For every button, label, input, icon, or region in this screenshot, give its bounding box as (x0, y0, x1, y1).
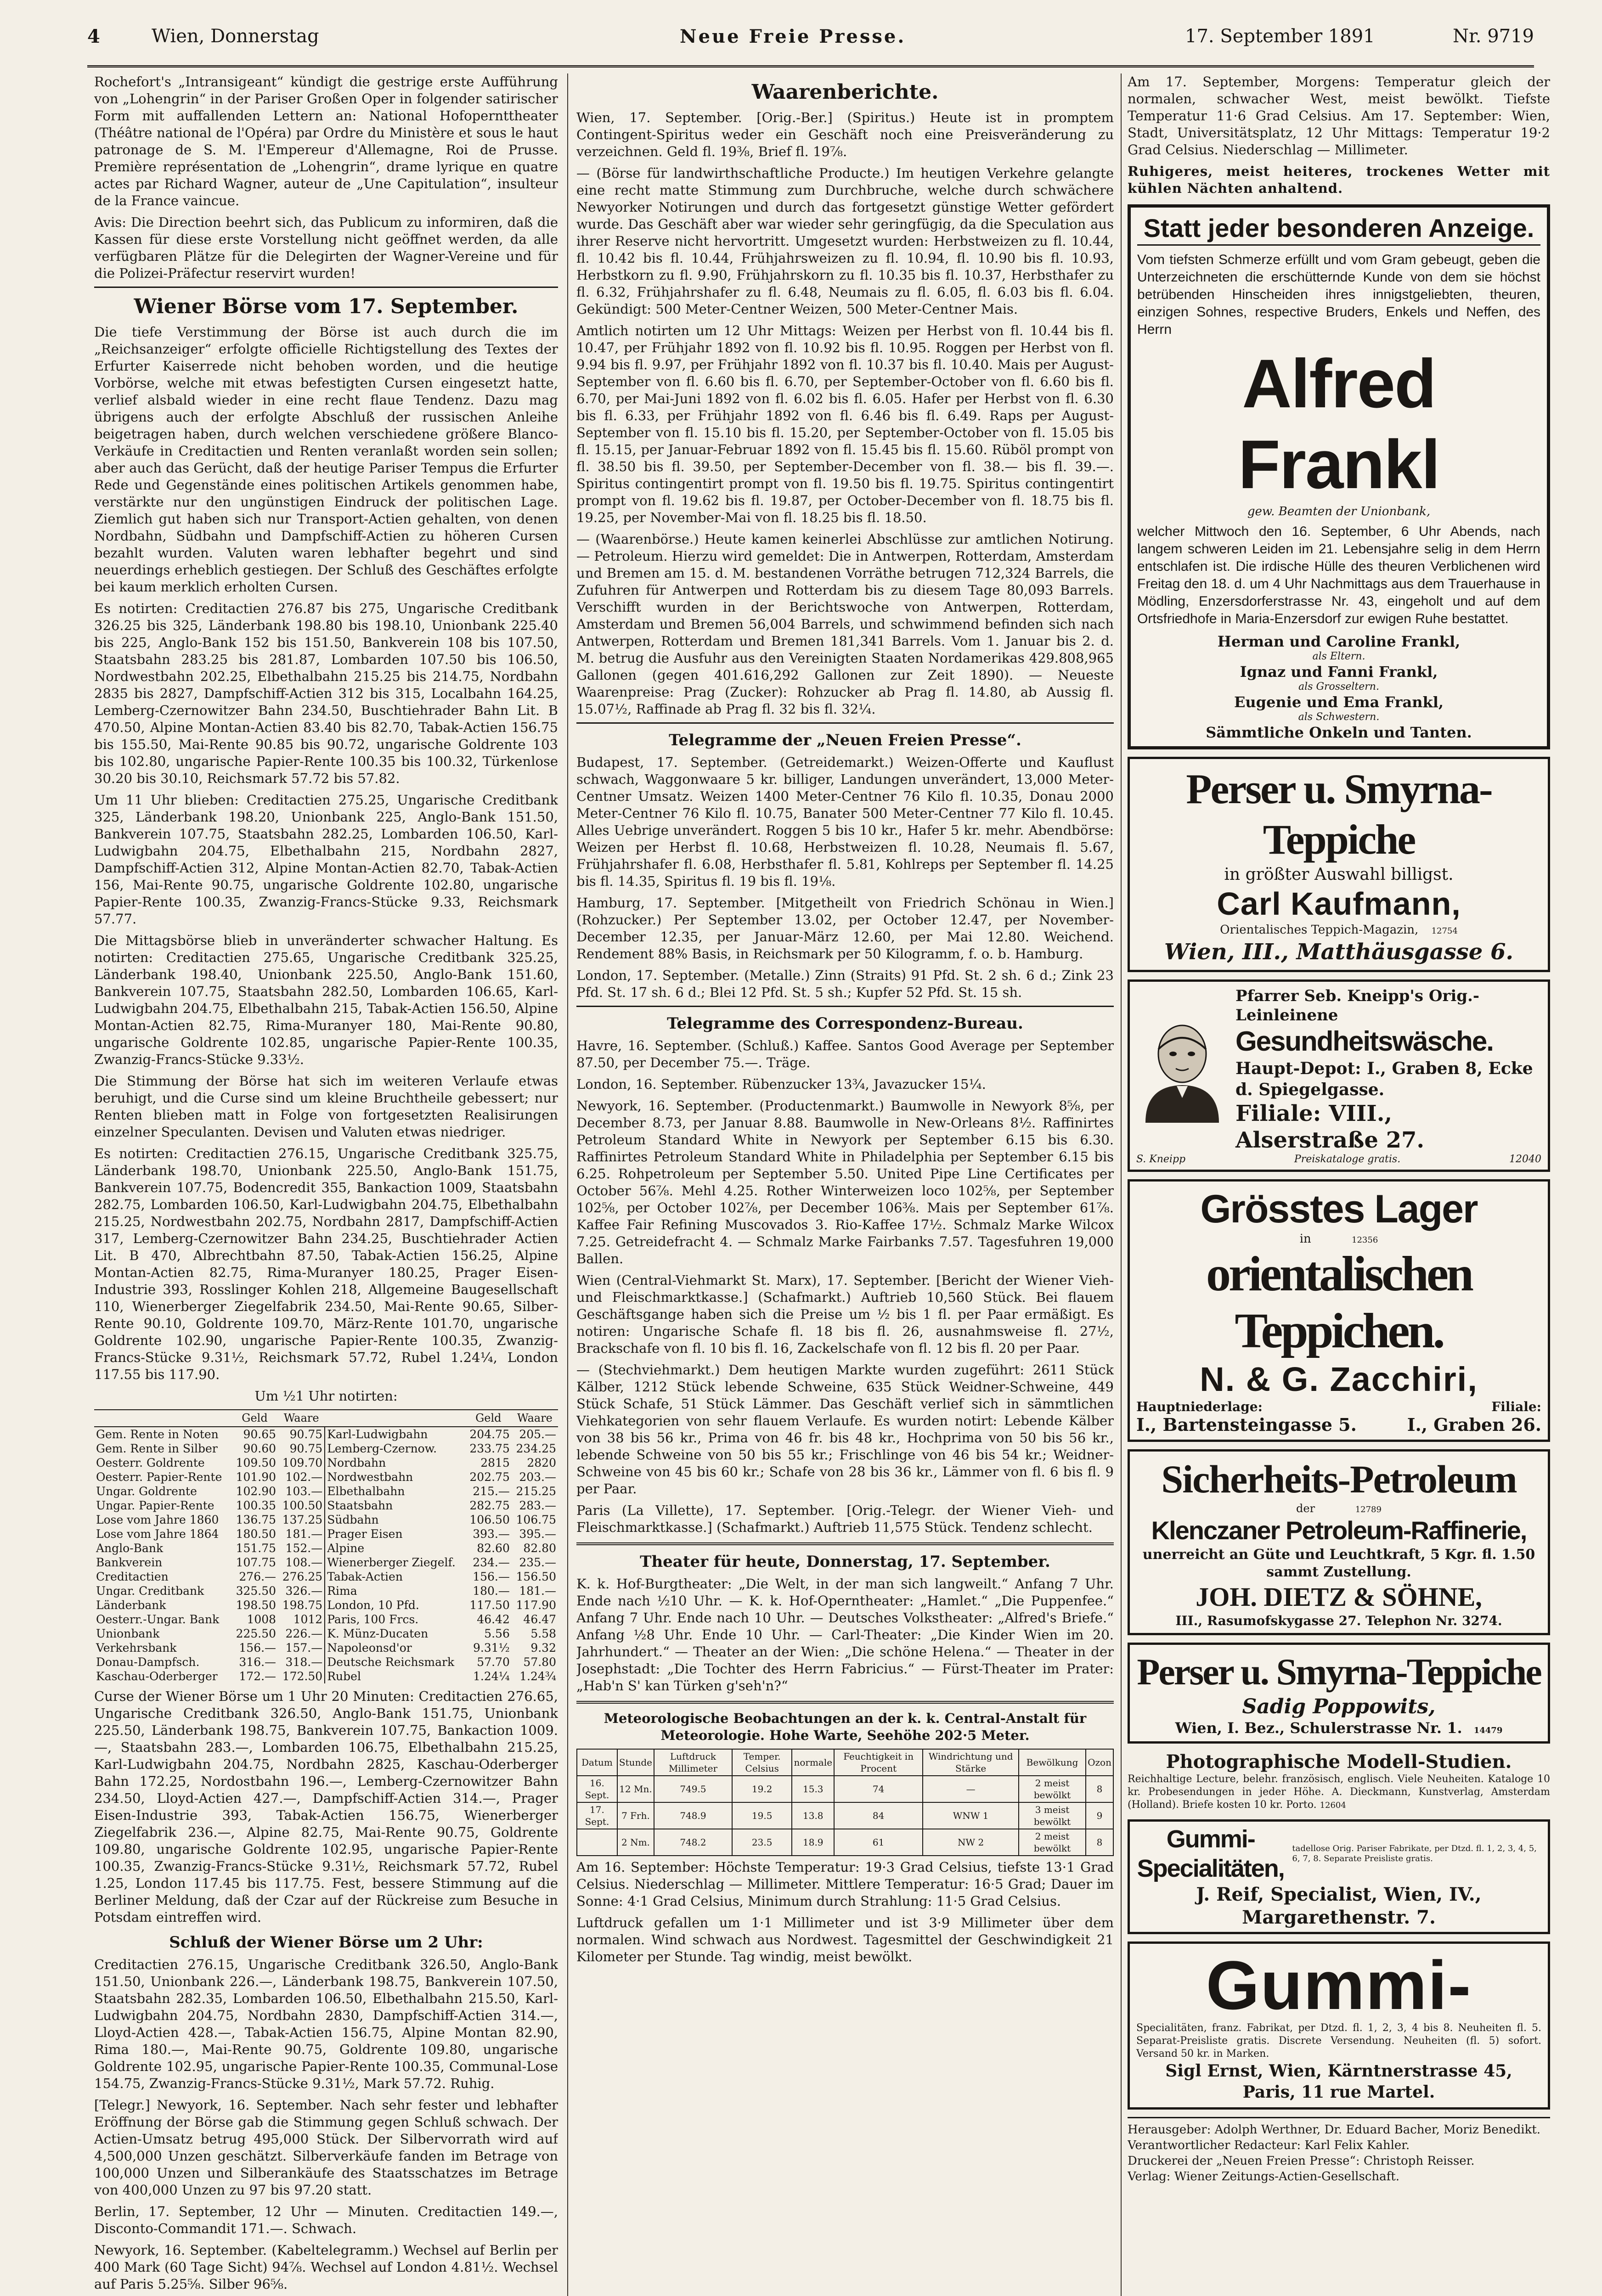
quotes-cell: 156.— (239, 1641, 276, 1654)
death-notice-title: Statt jeder besonderen Anzeige. (1137, 212, 1540, 246)
quotes-cell: 233.75 (469, 1442, 510, 1455)
ad-reference: 12040 (1509, 1154, 1541, 1165)
weather-cell: 84 (834, 1802, 923, 1829)
quotes-cell: 1.24¼ (473, 1670, 510, 1683)
ad-title: Sicherheits-Petroleum (1161, 1457, 1517, 1501)
quotes-cell: 117.50 (469, 1598, 510, 1612)
weather-cell: 8 (1086, 1776, 1113, 1802)
quotes-cell: 318.— (285, 1655, 323, 1669)
ad-label: Filiale: (1491, 1399, 1541, 1414)
article-paragraph: Hamburg, 17. September. [Mitgetheilt von Friedrich Schönau in Wien.] (Rohzucker.) Per September 13.02, per October 12.47, per November-December 12.35, per Januar-März 12.60, per Mai 12.80. Weichend. Rendement 88% Basis, in Reichsmark per 50 Kilogramm, f. o. b. Hamburg. (576, 895, 1114, 962)
article-paragraph: Paris (La Villette), 17. September. [Orig.-Telegr. der Wiener Vieh- und Fleischmarktkasse.] (Schafmarkt.) Auftrieb 11,575 Stück. Tendenz schlecht. (576, 1503, 1114, 1535)
quotes-cell: Rubel (325, 1669, 465, 1683)
issue-number: Nr. 9719 (1453, 26, 1534, 47)
quotes-cell: 117.90 (516, 1598, 556, 1612)
quotes-cell: 205.— (519, 1428, 556, 1441)
quotes-cell: 1008 (247, 1613, 276, 1626)
quotes-cell: 181.— (519, 1584, 556, 1598)
quotes-cell: Lose vom Jahre 1864 (96, 1527, 219, 1541)
weather-cell: 748.9 (654, 1802, 732, 1829)
quotes-cell: Nordwestbahn (325, 1470, 465, 1484)
ad-address: Wien, I. Bez., Schulerstrasse Nr. 1. (1175, 1719, 1462, 1737)
ad-reference: 12356 (1352, 1235, 1378, 1245)
article-paragraph: K. k. Hof-Burgtheater: „Die Welt, in der man sich langweilt.“ Anfang 7 Uhr. Ende nach ½10 Uhr. — K. k. Hof-Operntheater: „Hamlet.“ „Die Puppenfee.“ Anfang 7 Uhr. Ende nach 10 Uhr. — Deutsches Volkstheater: „Alfred's Briefe.“ Anfang ½8 Uhr. Ende 10 Uhr. — Carl-Theater: „Die Kinder Wien im 20. Jahrhundert.“ — Theater an der Wien: „Die schöne Helena.“ — Theater in der Josephstadt: „Die Tochter des Herrn Fabricius.“ — Fürst-Theater im Prater: „Hab'n S' kan Türken g'seh'n?“ (576, 1576, 1114, 1694)
article-paragraph: — (Stechviehmarkt.) Dem heutigen Markte wurden zugeführt: 2611 Stück Kälber, 1212 Stück lebende Schweine, 635 Stück Weidner-Schweine, 449 Stück Schafe, 51 Stück Lämmer. Das Geschäft verlief sich in sämmtlichen Viehkategorien von sehr flauem Verlaufe. Es wurden notirt: Lebende Kälber von 38 bis 56 kr., Prima von 46 fr. bis 48 kr., Hochprima von 50 bis 56 kr., lebende Schweine von 50 bis 55 kr.; Frischlinge von 46 bis 54 kr.; Weidner-Schweine von 45 bis 60 kr.; Schafe von 28 bis 36 kr., Lämmer von fl. 6 bis fl. 9 per Paar. (576, 1362, 1114, 1497)
ad-firm: Klenczaner Petroleum-Raffinerie, (1151, 1516, 1527, 1545)
article-paragraph: Amtlich notirten um 12 Uhr Mittags: Weizen per Herbst von fl. 10.44 bis fl. 10.47, per Frühjahr 1892 von fl. 10.92 bis fl. 10.95. Roggen per Herbst von fl. 9.94 bis fl. 9.97, per Frühjahr 1892 von fl. 10.37 bis fl. 10.40. Mais per August-September von fl. 6.60 bis fl. 6.70, per September-October von fl. 6.60 bis fl. 6.70, per Mai-Juni 1892 von fl. 6.02 bis fl. 6.05. Hafer per Herbst von fl. 6.30 bis fl. 6.33, per Frühjahr 1892 von fl. 6.46 bis fl. 6.49. Raps per August-September von fl. 15.10 bis fl. 15.20, per September-October von fl. 15.05 bis fl. 15.15, per Januar-Februar 1892 von fl. 15.45 bis fl. 15.60. Rüböl prompt von fl. 38.50 bis fl. 39.50, per September-December von fl. 38.— bis fl. 39.—. Spiritus contingentirt prompt von fl. 19.50 bis fl. 19.75. Spiritus contingentirt prompt von fl. 19.62 bis fl. 19.87, per October-December von fl. 18.75 bis fl. 19.25, per November-Mai von fl. 18.25 bis fl. 18.50. (576, 323, 1114, 525)
quotes-cell: 1012 (293, 1613, 323, 1626)
weather-report: Am 17. September, Morgens: Temperatur gleich der normalen, schwacher West, meist bewölkt. Tiefste Temperatur 11·6 Grad Celsius. Am 17. September: Wien, Stadt, Universitätsplatz, 12 Uhr Mittags: Temperatur 19·2 Grad Celsius. Niederschlag — Millimeter. (1128, 74, 1550, 158)
weather-outlook: Ruhigeres, meist heiteres, trockenes Wetter mit kühlen Nächten anhaltend. (1128, 163, 1550, 196)
weather-table (576, 1749, 1114, 1856)
quotes-cell: 5.58 (530, 1627, 556, 1640)
ad-filiale: Filiale: VIII., Alserstraße 27. (1235, 1101, 1425, 1153)
ad-headline: orientalischen Teppichen. (1206, 1247, 1472, 1358)
masthead (87, 23, 1534, 68)
quotes-cell: 106.50 (469, 1513, 510, 1526)
divider (576, 1006, 1114, 1007)
article-paragraph: Rochefort's „Intransigeant“ kündigt die gestrige erste Aufführung von „Lohengrin“ in der Pariser Großen Oper in folgender satirischer Form mit auffallenden Lettern an: National Hofopernttheater (Théâtre national de l'Opéra) par Ordre du Ministère et sous le haut patronage de S. M. l'Empereur d'Allemagne, Roi de Prusse. Première représentation de „Lohengrin“, drame lyrique en quatre actes par Richard Wagner, auteur de „Une Capitulation“, insulteur de la France vaincue. (94, 74, 558, 208)
weather-cell: 2 meist bewölkt (1019, 1776, 1086, 1802)
weather-cell: 8 (1086, 1829, 1113, 1856)
ad-firm: Carl Kaufmann, (1217, 886, 1461, 922)
quotes-cell: Anglo-Bank (96, 1542, 164, 1555)
quotes-cell: Oesterr. Papier-Rente (96, 1470, 222, 1484)
death-notice-text: Vom tiefsten Schmerze erfüllt und vom Gram gebeugt, geben die Unterzeichneten die erschütternde Kunde von dem sie höchst betrübenden Hinscheiden ihres innigstgeliebten, theuren, einzigen Sohnes, respective Bruders, Enkels und Neffen, des Herrn (1137, 252, 1540, 337)
article-paragraph: — (Börse für landwirthschaftliche Producte.) Im heutigen Verkehre gelangte eine recht matte Stimmung zum Durchbruche, welche durch schwächere Newyorker Notirungen und durch das fortgesetzt günstige Wetter gefördert wurde. Das Geschäft aber war wieder sehr geringfügig, da die Speculation aus ihrer Reserve nicht hervortritt. Umgesetzt wurden: Herbstweizen zu fl. 10.44, fl. 10.42 bis fl. 10.44, Frühjahrsweizen zu fl. 10.94, fl. 10.90 bis fl. 10.93, Herbstkorn zu fl. 9.90, Frühjahrskorn zu fl. 10.35 bis fl. 10.37, Herbsthafer zu fl. 6.32, Frühjahrshafer zu fl. 6.48, Neumais zu fl. 6.05, fl. 6.03 bis fl. 6.04. Gekündigt: 500 Meter-Centner Weizen, 500 Meter-Centner Mais. (576, 165, 1114, 317)
table-row (94, 1441, 558, 1456)
quotes-cell: 100.35 (236, 1499, 276, 1512)
quotes-cell: Oesterr.-Ungar. Bank (96, 1613, 220, 1626)
article-paragraph: Es notirten: Creditactien 276.15, Ungarische Creditbank 325.75, Länderbank 198.70, Unionbank 225.50, Anglo-Bank 151.75, Bankverein 107.75, Bodencredit 355, Bankaction 1009, Staatsbahn 282.75, Lombarden 106.50, Karl-Ludwigbahn 204.75, Elbethalbahn 215.25, Nordwestbahn 202.75, Nordbahn 2817, Dampfschiff-Actien 317, Lemberg-Czernowitzer Bahn 234.25, Buschtiehrader Actien Lit. B 470, Albrechtbahn 87.50, Tabak-Actien 156.25, Alpine Montan-Actien 82.75, Rima-Muranyer 180.25, Prager Eisen-Industrie 393, Rosslinger Kohlen 218, Allgemeine Baugesellschaft 110, Wienerberger Ziegelfabrik 234.50, Mai-Rente 90.65, Silber-Rente 90.10, Goldrente 109.70, März-Rente 101.70, ungarische Goldrente 102.90, ungarische Papier-Rente 100.35, Zwanzig-Francs-Stücke 9.31½, Reichsmark 57.72, Rubel 1.24¼, London 117.55 bis 117.90. (94, 1146, 558, 1382)
weather-cell: 74 (834, 1776, 923, 1802)
weather-cell: 19.5 (732, 1802, 792, 1829)
quotes-cell: London, 10 Pfd. (325, 1598, 465, 1612)
quotes-cell: 109.50 (236, 1456, 276, 1469)
weather-cell: 748.2 (654, 1829, 732, 1856)
divider (94, 287, 558, 288)
quotes-cell: 46.42 (477, 1613, 510, 1626)
quotes-header-cell (325, 1410, 465, 1427)
quotes-cell: 393.— (473, 1527, 510, 1541)
quotes-cell: 109.70 (282, 1456, 323, 1469)
quotes-cell: Prager Eisen (325, 1527, 465, 1541)
ad-title: Gummi-Specialitäten, (1137, 1825, 1284, 1882)
ad-kind: Orientalisches Teppich-Magazin, (1220, 923, 1419, 937)
ad-text: Reichhaltige Lecture, belehr. französisch, englisch. Viele Neuheiten. Kataloge 10 kr. Probesendungen in jeder Höhe. A. Dieckmann, Kunstverlag, Amsterdam (Holland). Briefe kosten 10 kr. Porto. (1128, 1773, 1550, 1811)
quotes-cell: 9.32 (530, 1641, 556, 1654)
quotes-header-cell: Waare (278, 1410, 325, 1427)
quotes-cell: 102.90 (236, 1485, 276, 1498)
article-paragraph: London, 17. September. (Metalle.) Zinn (Straits) 91 Pfd. St. 2 sh. 6 d.; Zink 23 Pfd. St. 17 sh. 6 d.; Blei 12 Pfd. St. 5 sh.; Kupfer 52 Pfd. St. 15 sh. (576, 968, 1114, 1000)
advertisement-petroleum (1128, 1449, 1550, 1635)
article-paragraph: Berlin, 17. September, 12 Uhr — Minuten. Creditactien 149.—, Disconto-Commandit 171.—. Schwach. (94, 2204, 558, 2236)
quotes-cell: 172.50 (282, 1670, 323, 1683)
weather-header-cell: Ozon (1086, 1749, 1113, 1776)
column-3 (1128, 73, 1550, 2184)
quotes-cell: 5.56 (484, 1627, 510, 1640)
quotes-cell: 137.25 (282, 1513, 323, 1526)
table-row (577, 1776, 1113, 1802)
weather-cell: 16. Sept. (577, 1776, 617, 1802)
divider (576, 722, 1114, 724)
weather-cell: 2 meist bewölkt (1019, 1829, 1086, 1856)
quotes-cell: Gem. Rente in Silber (96, 1442, 218, 1455)
quotes-cell: Oesterr. Goldrente (96, 1456, 205, 1469)
quotes-cell: Unionbank (96, 1627, 160, 1640)
quotes-cell: 326.— (285, 1584, 323, 1598)
column-rule (1121, 73, 1122, 2296)
ad-firm: JOH. DIETZ & SÖHNE, (1196, 1582, 1482, 1612)
column-1 (94, 73, 558, 2296)
weather-heading: Meteorologische Beobachtungen an der k. k. Central-Anstalt für Meteorologie. Hohe Warte, Seehöhe 202·5 Meter. (604, 1711, 1087, 1743)
quotes-header-cell: Geld (231, 1410, 278, 1427)
ad-address: I., Bartensteingasse 5. (1136, 1414, 1357, 1435)
quotes-cell: 9.31½ (473, 1641, 510, 1654)
quotes-cell: 136.75 (236, 1513, 276, 1526)
table-row (94, 1584, 558, 1598)
quotes-cell: 101.90 (236, 1470, 276, 1484)
article-paragraph: Die tiefe Verstimmung der Börse ist auch durch die im „Reichsanzeiger“ erfolgte officielle Richtigstellung des Textes der Erfurter Kaiserrede nicht behoben worden, und die heutige Vorbörse, welche mit etwas befestigten Cursen eingesetzt hatte, verlief alsbald wieder in eine recht flaue Tendenz. Dazu mag übrigens auch der erfolgte Abschluß der russischen Anleihe beigetragen haben, durch welchen verschiedene größere Blanco-Verkäufe in Creditactien und Renten veranlaßt worden sein sollen; aber auch das Gerücht, daß der heutige Pariser Tempus die Erfurter Rede und Gegenstände eines politischen Artikels genommen habe, verstärkte nur den ungünstigen Eindruck der politischen Lage. Ziemlich gut haben sich nur Transport-Actien gehalten, von denen Nordbahn, Südbahn und Dampfschiff-Actien zu höheren Cursen bezahlt wurden. Valuten waren lebhafter begehrt und sind neuerdings erheblich gestiegen. Der Schluß des Geschäftes erfolgte bei kaum merklich erholten Cursen. (94, 324, 558, 595)
table-row (94, 1456, 558, 1470)
quotes-cell: Südbahn (325, 1513, 465, 1527)
quotes-cell: Ungar. Creditbank (96, 1584, 204, 1598)
weather-cell: 9 (1086, 1802, 1113, 1829)
weather-header-cell: Windrichtung und Stärke (923, 1749, 1019, 1776)
weather-cell: 7 Frh. (617, 1802, 654, 1829)
weather-cell: NW 2 (923, 1829, 1019, 1856)
ad-label: Hauptniederlage: (1136, 1399, 1263, 1414)
table-row (94, 1541, 558, 1555)
ad-subtitle: in größter Auswahl billigst. (1224, 865, 1454, 884)
section-heading: Wiener Börse vom 17. September. (134, 295, 519, 318)
table-row (94, 1484, 558, 1498)
ad-claim: unerreicht an Güte und Leuchtkraft, 5 Kgr. fl. 1.50 sammt Zustellung. (1142, 1547, 1535, 1580)
quotes-cell: Creditactien (96, 1570, 169, 1583)
table-row (94, 1669, 558, 1683)
ad-title: Pfarrer Seb. Kneipp's Orig.-Leinleinene (1235, 987, 1479, 1024)
weather-cell (577, 1829, 617, 1856)
page-number: 4 (87, 26, 100, 47)
mourner-relation: als Eltern. (1312, 651, 1365, 662)
advertisement-zacchiri (1128, 1179, 1550, 1442)
quotes-cell: 235.— (519, 1556, 556, 1569)
weather-header-cell: Feuchtigkeit in Procent (834, 1749, 923, 1776)
quotes-cell: 225.50 (236, 1627, 276, 1640)
quotes-cell: 325.50 (236, 1584, 276, 1598)
ad-reference: 12789 (1355, 1505, 1382, 1514)
mourners-list (1137, 632, 1540, 742)
imprint (1128, 2117, 1550, 2184)
table-row (94, 1641, 558, 1655)
subheading: Telegramme der „Neuen Freien Presse“. (669, 731, 1021, 749)
ad-text: tadellose Orig. Pariser Fabrikate, per Dtzd. fl. 1, 2, 3, 4, 5, 6, 7, 8. Separate Preisliste gratis. (1292, 1844, 1537, 1863)
quotes-cell: Gem. Rente in Noten (96, 1428, 219, 1441)
city-day: Wien, Donnerstag (152, 26, 319, 47)
quotes-cell: 283.— (519, 1499, 556, 1512)
mourner-relation: als Schwestern. (1298, 711, 1380, 723)
quotes-cell: 107.75 (236, 1556, 276, 1569)
section-heading: Waarenberichte. (751, 80, 939, 104)
article-paragraph: London, 16. September. Rübenzucker 13¾, Javazucker 15¼. (576, 1076, 986, 1092)
imprint-line: Verantwortlicher Redacteur: Karl Felix Kahler. (1128, 2138, 1410, 2152)
weather-header-cell: Stunde (617, 1749, 654, 1776)
weather-cell: 23.5 (732, 1829, 792, 1856)
advertisement-ernst (1128, 1941, 1550, 2110)
ad-title: Perser u. Smyrna-Teppiche (1186, 765, 1492, 863)
quotes-cell: Elbethalbahn (325, 1484, 465, 1498)
quotes-cell: 215.— (473, 1485, 510, 1498)
weather-cell: 19.2 (732, 1776, 792, 1802)
divider (576, 1701, 1114, 1704)
quotes-cell: 57.80 (523, 1655, 556, 1669)
death-notice (1128, 204, 1550, 749)
advertisement-photo (1128, 1751, 1550, 1812)
ad-address: Wien, III., Matthäusgasse 6. (1164, 939, 1514, 965)
ad-address: I., Graben 26. (1407, 1414, 1541, 1435)
table-row (94, 1555, 558, 1570)
quotes-cell: Kaschau-Oderberger (96, 1670, 218, 1683)
ad-in: in (1299, 1232, 1311, 1246)
weather-header-cell: Datum (577, 1749, 617, 1776)
quotes-cell: Staatsbahn (325, 1498, 465, 1513)
quotes-cell: 90.65 (243, 1428, 276, 1441)
quotes-cell: Wienerberger Ziegelf. (325, 1555, 465, 1570)
ad-reference: 14479 (1473, 1726, 1503, 1735)
quotes-cell: Rima (325, 1584, 465, 1598)
article-paragraph: Curse der Wiener Börse um 1 Uhr 20 Minuten: Creditactien 276.65, Ungarische Creditbank 326.50, Anglo-Bank 151.75, Unionbank 225.50, Länderbank 198.75, Bankverein 107.75, Bankaction 1009.—, Staatsbahn 283.—, Lombarden 106.75, Elbethalbahn 215.25, Karl-Ludwigbahn 204.75, Nordbahn 2825, Kaschau-Oderberger Bahn 172.25, Nordostbahn 196.—, Lemberg-Czernowitzer Bahn 234.50, Lloyd-Actien 427.—, Dampfschiff-Actien 314.—, Prager Eisen-Industrie 393, Tabak-Actien 156.75, Wienerberger Ziegelfabrik 236.—, Alpine 82.75, Mai-Rente 90.75, Goldrente 109.80, ungarische Goldrente 102.95, ungarische Papier-Rente 100.35, Zwanzig-Francs-Stücke 9.31½, Reichsmark 57.72, Rubel 1.25, London 117.45 bis 117.75. Fest, bessere Stimmung auf die Berliner Meldung, daß der Czar auf der Rückreise zum Besuche in Potsdam eintreffen wird. (94, 1688, 558, 1925)
deceased-name: Alfred Frankl (1238, 345, 1440, 503)
quotes-header-cell (94, 1410, 231, 1427)
weather-cell: — (923, 1776, 1019, 1802)
weather-header-cell: Bewölkung (1019, 1749, 1086, 1776)
quotes-cell: Paris, 100 Frcs. (325, 1612, 465, 1626)
column-rule (567, 73, 568, 2296)
weather-cell: 2 Nm. (617, 1829, 654, 1856)
ad-depot: Haupt-Depot: I., Graben 8, Ecke d. Spiegelgasse. (1235, 1059, 1533, 1099)
ad-firm: Sigl Ernst, Wien, Kärntnerstrasse 45, Paris, 11 rue Martel. (1165, 2061, 1512, 2102)
article-paragraph: Avis: Die Direction beehrt sich, das Publicum zu informiren, daß die Kassen für diese erste Vorstellung nicht geöffnet werden, da alle verfügbaren Plätze für die Delegirten der Wagner-Vereine und für die Polizei-Präfectur reservirt wurden! (94, 214, 558, 281)
article-paragraph: Budapest, 17. September. (Getreidemarkt.) Weizen-Offerte und Kauflust schwach, Waggonwaare 5 kr. billiger, Landungen unverändert, 13,000 Meter-Centner Umsatz. Weizen 1400 Meter-Centner 76 Kilo fl. 10.35, Donau 2000 Meter-Centner 76 Kilo fl. 10.75, Banater 500 Meter-Centner 77 Kilo fl. 10.45. Alles Uebrige unverändert. Roggen 5 bis 10 kr., Hafer 5 kr. mehr. Abendbörse: Weizen per Herbst fl. 10.68, Herbstweizen fl. 10.28, Neumais fl. 5.67, Frühjahrshafer fl. 6.08, Herbsthafer fl. 5.81, Kohlreps per September fl. 14.25 bis fl. 14.35, Spiritus fl. 19 bis fl. 19⅛. (576, 754, 1114, 889)
article-paragraph: Creditactien 276.15, Ungarische Creditbank 326.50, Anglo-Bank 151.50, Unionbank 226.—, Länderbank 198.75, Bankverein 107.50, Staatsbahn 282.35, Lombarden 106.50, Elbethalbahn 215.50, Karl-Ludwigbahn 204.75, Nordbahn 2830, Dampfschiff-Actien 314.—, Lloyd-Actien 428.—, Tabak-Actien 156.75, Alpine Montan 82.90, Rima 180.—, Mai-Rente 90.75, Goldrente 109.80, ungarische Goldrente 102.95, ungarische Papier-Rente 100.35, Communal-Lose 154.75, Zwanzig-Francs-Stücke 9.31½, Mark 57.72. Ruhig. (94, 1957, 558, 2091)
quotes-cell: 181.— (285, 1527, 323, 1541)
quotes-cell: 180.— (473, 1584, 510, 1598)
table-row (94, 1470, 558, 1484)
advertisement-kneipp (1128, 979, 1550, 1172)
quotes-cell: Ungar. Goldrente (96, 1485, 197, 1498)
table-row (94, 1612, 558, 1626)
table-row (94, 1655, 558, 1669)
quotes-cell: Länderbank (96, 1598, 166, 1612)
quotes-cell: 57.70 (477, 1655, 510, 1669)
quotes-header-cell: Geld (465, 1410, 512, 1427)
weather-cell: 3 meist bewölkt (1019, 1802, 1086, 1829)
quotes-cell: Bankverein (96, 1556, 163, 1569)
quotes-cell: 156.50 (516, 1570, 556, 1583)
quotes-header-cell: Waare (512, 1410, 558, 1427)
weather-cell: WNW 1 (923, 1802, 1019, 1829)
quotes-cell: K. Münz-Ducaten (325, 1626, 465, 1641)
article-paragraph: Havre, 16. September. (Schluß.) Kaffee. Santos Good Average per September 87.50, per December 75.—. Träge. (576, 1038, 1114, 1070)
quotes-cell: 2815 (480, 1456, 510, 1469)
quotes-cell: 2820 (527, 1456, 556, 1469)
mourner-relation: als Grosseltern. (1298, 681, 1379, 692)
quotes-cell: 151.75 (236, 1542, 276, 1555)
quotes-cell: 234.25 (516, 1442, 556, 1455)
divider (576, 1542, 1114, 1545)
table-row (94, 1527, 558, 1541)
mourner-name: Ignaz und Fanni Frankl, (1240, 663, 1438, 681)
advertisement-poppowits (1128, 1643, 1550, 1744)
ad-kneipp-body (1136, 986, 1541, 1154)
quotes-cell: Tabak-Actien (325, 1570, 465, 1584)
article-paragraph: Am 16. September: Höchste Temperatur: 19·3 Grad Celsius, tiefste 13·1 Grad Celsius. Niederschlag — Millimeter. Mittlere Temperatur: 16·5 Grad; Dauer im Sonne: 4·1 Grad Celsius, Minimum durch Strahlung: 11·5 Grad Celsius. (576, 1859, 1114, 1909)
quotes-cell: 282.75 (469, 1499, 510, 1512)
issue-date: 17. September 1891 (1185, 26, 1375, 47)
subheading: Theater für heute, Donnerstag, 17. September. (640, 1553, 1050, 1571)
quotes-cell: 108.— (285, 1556, 323, 1569)
table-row (94, 1427, 558, 1441)
quotes-cell: 180.50 (236, 1527, 276, 1541)
signature: S. Kneipp (1136, 1154, 1186, 1165)
quotes-cell: Lemberg-Czernow. (325, 1441, 465, 1456)
quotes-cell: Ungar. Papier-Rente (96, 1499, 214, 1512)
quotes-cell: 46.47 (523, 1613, 556, 1626)
table-row (94, 1626, 558, 1641)
quotes-cell: 100.50 (282, 1499, 323, 1512)
ad-note: Preiskataloge gratis. (1294, 1154, 1401, 1165)
ad-firm: J. Reif, Specialist, Wien, IV., Margarethenstr. 7. (1196, 1884, 1482, 1928)
weather-header-cell: Luftdruck Millimeter (654, 1749, 732, 1776)
quotes-cell: Donau-Dampfsch. (96, 1655, 200, 1669)
quotes-cell: 103.— (285, 1485, 323, 1498)
column-2 (576, 73, 1114, 1970)
quotes-cell: 102.— (285, 1470, 323, 1484)
quotes-cell: 234.— (473, 1556, 510, 1569)
imprint-line: Verlag: Wiener Zeitungs-Actien-Gesellschaft. (1128, 2170, 1399, 2183)
quotes-cell: 157.— (285, 1641, 323, 1654)
quotes-cell: 82.80 (523, 1542, 556, 1555)
quotes-cell: Nordbahn (325, 1456, 465, 1470)
ad-reference: 12604 (1320, 1801, 1346, 1810)
article-paragraph: Wien (Central-Viehmarkt St. Marx), 17. September. [Bericht der Wiener Vieh- und Fleischmarktkasse.] (Schafmarkt.) Auftrieb 10,560 Stück. Bei flauem Geschäftsgange haben sich die Preise um ½ bis 1 fl. per Paar ermäßigt. Es notiren: Ungarische Schafe fl. 18 bis fl. 26, ausnahmsweise fl. 27½, Brackschafe von fl. 10 bis fl. 16, Zackelschafe von fl. 12 bis fl. 20 per Paar. (576, 1272, 1114, 1356)
quotes-cell: Verkehrsbank (96, 1641, 177, 1654)
weather-cell: 17. Sept. (577, 1802, 617, 1829)
imprint-line: Druckerei der „Neuen Freien Presse“: Christoph Reisser. (1128, 2154, 1475, 2168)
weather-cell: 749.5 (654, 1776, 732, 1802)
ad-product: Gesundheitswäsche. (1235, 1026, 1493, 1057)
quotes-cell: 90.75 (289, 1428, 323, 1441)
quotes-cell: Karl-Ludwigbahn (325, 1427, 465, 1441)
article-paragraph: Die Stimmung der Börse hat sich im weiteren Verlaufe etwas beruhigt, und die Curse sind um kleine Bruchtheile gebessert; nur Renten blieben matt in Folge von fortgesetzten Realisirungen einzelner Speculanten. Devisen und Valuten etwas niedriger. (94, 1073, 558, 1140)
quotes-cell: 215.25 (516, 1485, 556, 1498)
weather-header-cell: Temper. Celsius (732, 1749, 792, 1776)
article-paragraph: Um 11 Uhr blieben: Creditactien 275.25, Ungarische Creditbank 325, Länderbank 198.20, Unionbank 225, Anglo-Bank 151.50, Bankverein 107.75, Staatsbahn 282.25, Lombarden 106.50, Karl-Ludwigbahn 204.75, Elbethalbahn 215, Nordbahn 2827, Dampfschiff-Actien 312, Alpine Montan-Actien 82.70, Tabak-Actien 156, Mai-Rente 90.75, ungarische Goldrente 102.80, ungarische Papier-Rente 100.35, Zwanzig-Francs-Stücke 9.33, Reichsmark 57.77. (94, 792, 558, 927)
paper-title: Neue Freie Presse. (680, 26, 906, 47)
quotes-cell: 198.50 (236, 1598, 276, 1612)
quotes-cell: 276.25 (282, 1570, 323, 1583)
quotes-cell: 202.75 (469, 1470, 510, 1484)
table-row (577, 1802, 1113, 1829)
quotes-cell: Deutsche Reichsmark (325, 1655, 465, 1669)
mourner-name: Eugenie und Ema Frankl, (1234, 693, 1444, 711)
article-paragraph: Newyork, 16. September. (Productenmarkt.) Baumwolle in Newyork 8⅝, per December 8.73, per Januar 8.88. Baumwolle in New-Orleans 8½. Raffinirtes Petroleum Standard White in Newyork per September 6.15 bis 6.30. Raffinirtes Petroleum Standard White in Philadelphia per September 6.15 bis 6.25. Rohpetroleum per September 5.50. United Pipe Line Certificates per October 56⅞. Mehl 4.25. Rother Winterweizen loco 102⅝, per September 102⅝, per October 102⅞, per December 106⅜. Mais per September 61⅞. Kaffee Fair Refining Muscovados 3. Rio-Kaffee 17½. Schmalz Marke Wilcox 7.25. Getreidefracht 4. — Schmalz Marke Fairbanks 7.57. Tagesfuhren 19,000 Ballen. (576, 1098, 1114, 1266)
ad-title: Gummi- (1206, 1947, 1472, 2024)
article-paragraph: Luftdruck gefallen um 1·1 Millimeter und ist 3·9 Millimeter über dem normalen. Wind schwach aus Nordwest. Tagesmittel der Geschwindigkeit 21 Kilometer per Stunde. Tag windig, meist bewölkt. (576, 1915, 1114, 1964)
article-paragraph: [Telegr.] Newyork, 16. September. Nach sehr fester und lebhafter Eröffnung der Börse gab die Stimmung gegen Schluß schwach. Der Actien-Umsatz betrug 495,000 Stück. Der Silbervorrath wird auf 4,500,000 Unzen geschätzt. Silberverkäufe fanden im Betrage von 100,000 Unzen und Silberankäufe des Staatsschatzes im Betrage von 400,000 Unzen zu 97 bis 97.20 statt. (94, 2097, 558, 2198)
table-row (94, 1498, 558, 1513)
table-row (94, 1570, 558, 1584)
mourner-name: Sämmtliche Onkeln und Tanten. (1206, 724, 1472, 741)
table-row (577, 1829, 1113, 1856)
quotes-cell: 204.75 (469, 1428, 510, 1441)
subheading: Schluß der Wiener Börse um 2 Uhr: (169, 1933, 483, 1952)
quotes-cell: 203.— (519, 1470, 556, 1484)
table-row (94, 1513, 558, 1527)
ad-der: der (1296, 1502, 1315, 1515)
quotes-cell: 106.75 (516, 1513, 556, 1526)
ad-title: Photographische Modell-Studien. (1166, 1751, 1512, 1773)
quotes-cell: 316.— (239, 1655, 276, 1669)
quotes-cell: 395.— (519, 1527, 556, 1541)
quotes-cell: 1.24¾ (519, 1670, 556, 1683)
quotes-cell: 198.75 (282, 1598, 323, 1612)
article-paragraph: Um ½1 Uhr notirten: (254, 1388, 398, 1404)
weather-cell: 15.3 (792, 1776, 834, 1802)
quotes-cell: 90.60 (243, 1442, 276, 1455)
article-paragraph: Die Mittagsbörse blieb in unveränderter schwacher Haltung. Es notirten: Creditactien 275.65, Ungarische Creditbank 325.25, Länderbank 198.40, Unionbank 225.50, Anglo-Bank 151.60, Bankverein 107.75, Staatsbahn 282.50, Lombarden 106.65, Karl-Ludwigbahn 204.75, Elbethalbahn 215, Tabak-Actien 156.50, Alpine Montan-Actien 82.75, Rima-Muranyer 180, Mai-Rente 90.80, ungarische Goldrente 102.85, ungarische Papier-Rente 100.35, Zwanzig-Francs-Stücke 9.33½. (94, 933, 558, 1067)
weather-cell: 18.9 (792, 1829, 834, 1856)
quotes-cell: 82.60 (477, 1542, 510, 1555)
weather-cell: 12 Mn. (617, 1776, 654, 1802)
ad-reference: 12754 (1431, 926, 1458, 936)
article-paragraph: — (Waarenbörse.) Heute kamen keinerlei Abschlüsse zur amtlichen Notirung. — Petroleum. Hierzu wird gemeldet: Die in Antwerpen, Rotterdam, Amsterdam und Bremen am 15. d. M. bestandenen Vorräthe betrugen 712,324 Barrels, die Zufuhren für Antwerpen und Rotterdam bis zu diesem Tage 80,093 Barrels. Verschifft wurden in der Berichtswoche von Antwerpen, Rotterdam, Amsterdam und Bremen 56,004 Barrels, und schwimmend befinden sich nach Antwerpen, Rotterdam und Bremen 181,341 Barrels. Vom 1. Januar bis 2. d. M. betrug die Ausfuhr aus den Vereinigten Staaten Nordamerikas 429.808,965 Gallonen (gegen 401.616,292 Gallonen zur Zeit 1890). — Neueste Waarenpreise: Prag (Zucker): Rohzucker ab Prag fl. 14.80, ab Aussig fl. 15.07½, Raffinade ab Prag fl. 32 bis fl. 32¼. (576, 531, 1114, 717)
subheading: Telegramme des Correspondenz-Bureau. (667, 1014, 1023, 1033)
article-paragraph: Newyork, 16. September. (Kabeltelegramm.) Wechsel auf Berlin per 400 Mark (60 Tage Sicht) 94⅞. Wechsel auf London 4.81½. Wechsel auf Paris 5.25⅝. Silber 96⅝. (94, 2242, 558, 2292)
article-paragraph: Es notirten: Creditactien 276.87 bis 275, Ungarische Creditbank 326.25 bis 325, Länderbank 198.80 bis 198.10, Unionbank 225.40 bis 225, Anglo-Bank 152 bis 151.50, Bankverein 108 bis 107.50, Staatsbahn 283.25 bis 281.87, Lombarden 107.50 bis 106.50, Nordwestbahn 202.25, Elbethalbahn 215.25 bis 214.75, Nordbahn 2835 bis 2827, Dampfschiff-Actien 312 bis 315, Localbahn 164.25, Lemberg-Czernowitzer Bahn 234.50, Buschtiehrader Bahn Lit. B 470.50, Alpine Montan-Actien 83.40 bis 82.70, Tabak-Actien 156.75 bis 155.50, Mai-Rente 90.85 bis 90.72, ungarische Goldrente 103 bis 102.80, ungarische Papier-Rente 100.35 bis 100.32, Türkenlose 30.20 bis 30.10, Reichsmark 57.72 bis 57.82. (94, 601, 558, 786)
quotes-cell: Lose vom Jahre 1860 (96, 1513, 219, 1526)
ad-firm: Sadig Poppowits, (1242, 1695, 1436, 1718)
quotes-cell: 156.— (473, 1570, 510, 1583)
ad-text: Specialitäten, franz. Fabrikat, per Dtzd. fl. 1, 2, 3, 4 bis 8. Neuheiten fl. 5. Separat-Preisliste gratis. Discrete Versendung. Neuheiten (fl. 5) sofort. Versand 50 kr. in Marken. (1136, 2022, 1541, 2060)
death-notice-text: welcher Mittwoch den 16. September, 6 Uhr Abends, nach langem schweren Leiden im 21. Lebensjahre selig in dem Herrn entschlafen ist. Die irdische Hülle des theuren Verblichenen wird Freitag den 18. d. um 4 Uhr Nachmittags aus dem Trauerhause in Mödling, Enzersdorferstrasse Nr. 43, eingeholt und auf dem Ortsfriedhofe in Maria-Enzersdorf zur ewigen Ruhe bestattet. (1137, 524, 1540, 626)
table-row (94, 1598, 558, 1612)
advertisement-reif (1128, 1819, 1550, 1934)
article-paragraph: Wien, 17. September. [Orig.-Ber.] (Spiritus.) Heute ist in promptem Contingent-Spiritus weder ein Geschäft noch eine Preisveränderung zu verzeichnen. Geld fl. 19⅜, Brief fl. 19⅞. (576, 110, 1114, 159)
quotes-cell: Napoleonsd'or (325, 1641, 465, 1655)
quotes-table (94, 1409, 558, 1683)
quotes-cell: 152.— (285, 1542, 323, 1555)
quotes-cell: Alpine (325, 1541, 465, 1555)
weather-cell: 13.8 (792, 1802, 834, 1829)
quotes-cell: 276.— (239, 1570, 276, 1583)
ad-title: Grösstes Lager (1200, 1187, 1478, 1231)
weather-cell: 61 (834, 1829, 923, 1856)
deceased-role: gew. Beamten der Unionbank, (1247, 505, 1431, 518)
quotes-cell: 172.— (239, 1670, 276, 1683)
imprint-line: Herausgeber: Adolph Werthner, Dr. Eduard Bacher, Moriz Benedikt. (1128, 2123, 1541, 2137)
weather-header-cell: normale (792, 1749, 834, 1776)
ad-address: III., Rasumofskygasse 27. Telephon Nr. 3274. (1175, 1613, 1502, 1628)
ad-firm: N. & G. Zacchiri, (1200, 1360, 1478, 1398)
mourner-name: Herman und Caroline Frankl, (1217, 633, 1461, 650)
advertisement-kaufmann (1128, 757, 1550, 972)
portrait-illustration (1136, 1017, 1228, 1123)
quotes-cell: 226.— (285, 1627, 323, 1640)
ad-title: Perser u. Smyrna-Teppiche (1137, 1651, 1541, 1693)
quotes-cell: 90.75 (289, 1442, 323, 1455)
